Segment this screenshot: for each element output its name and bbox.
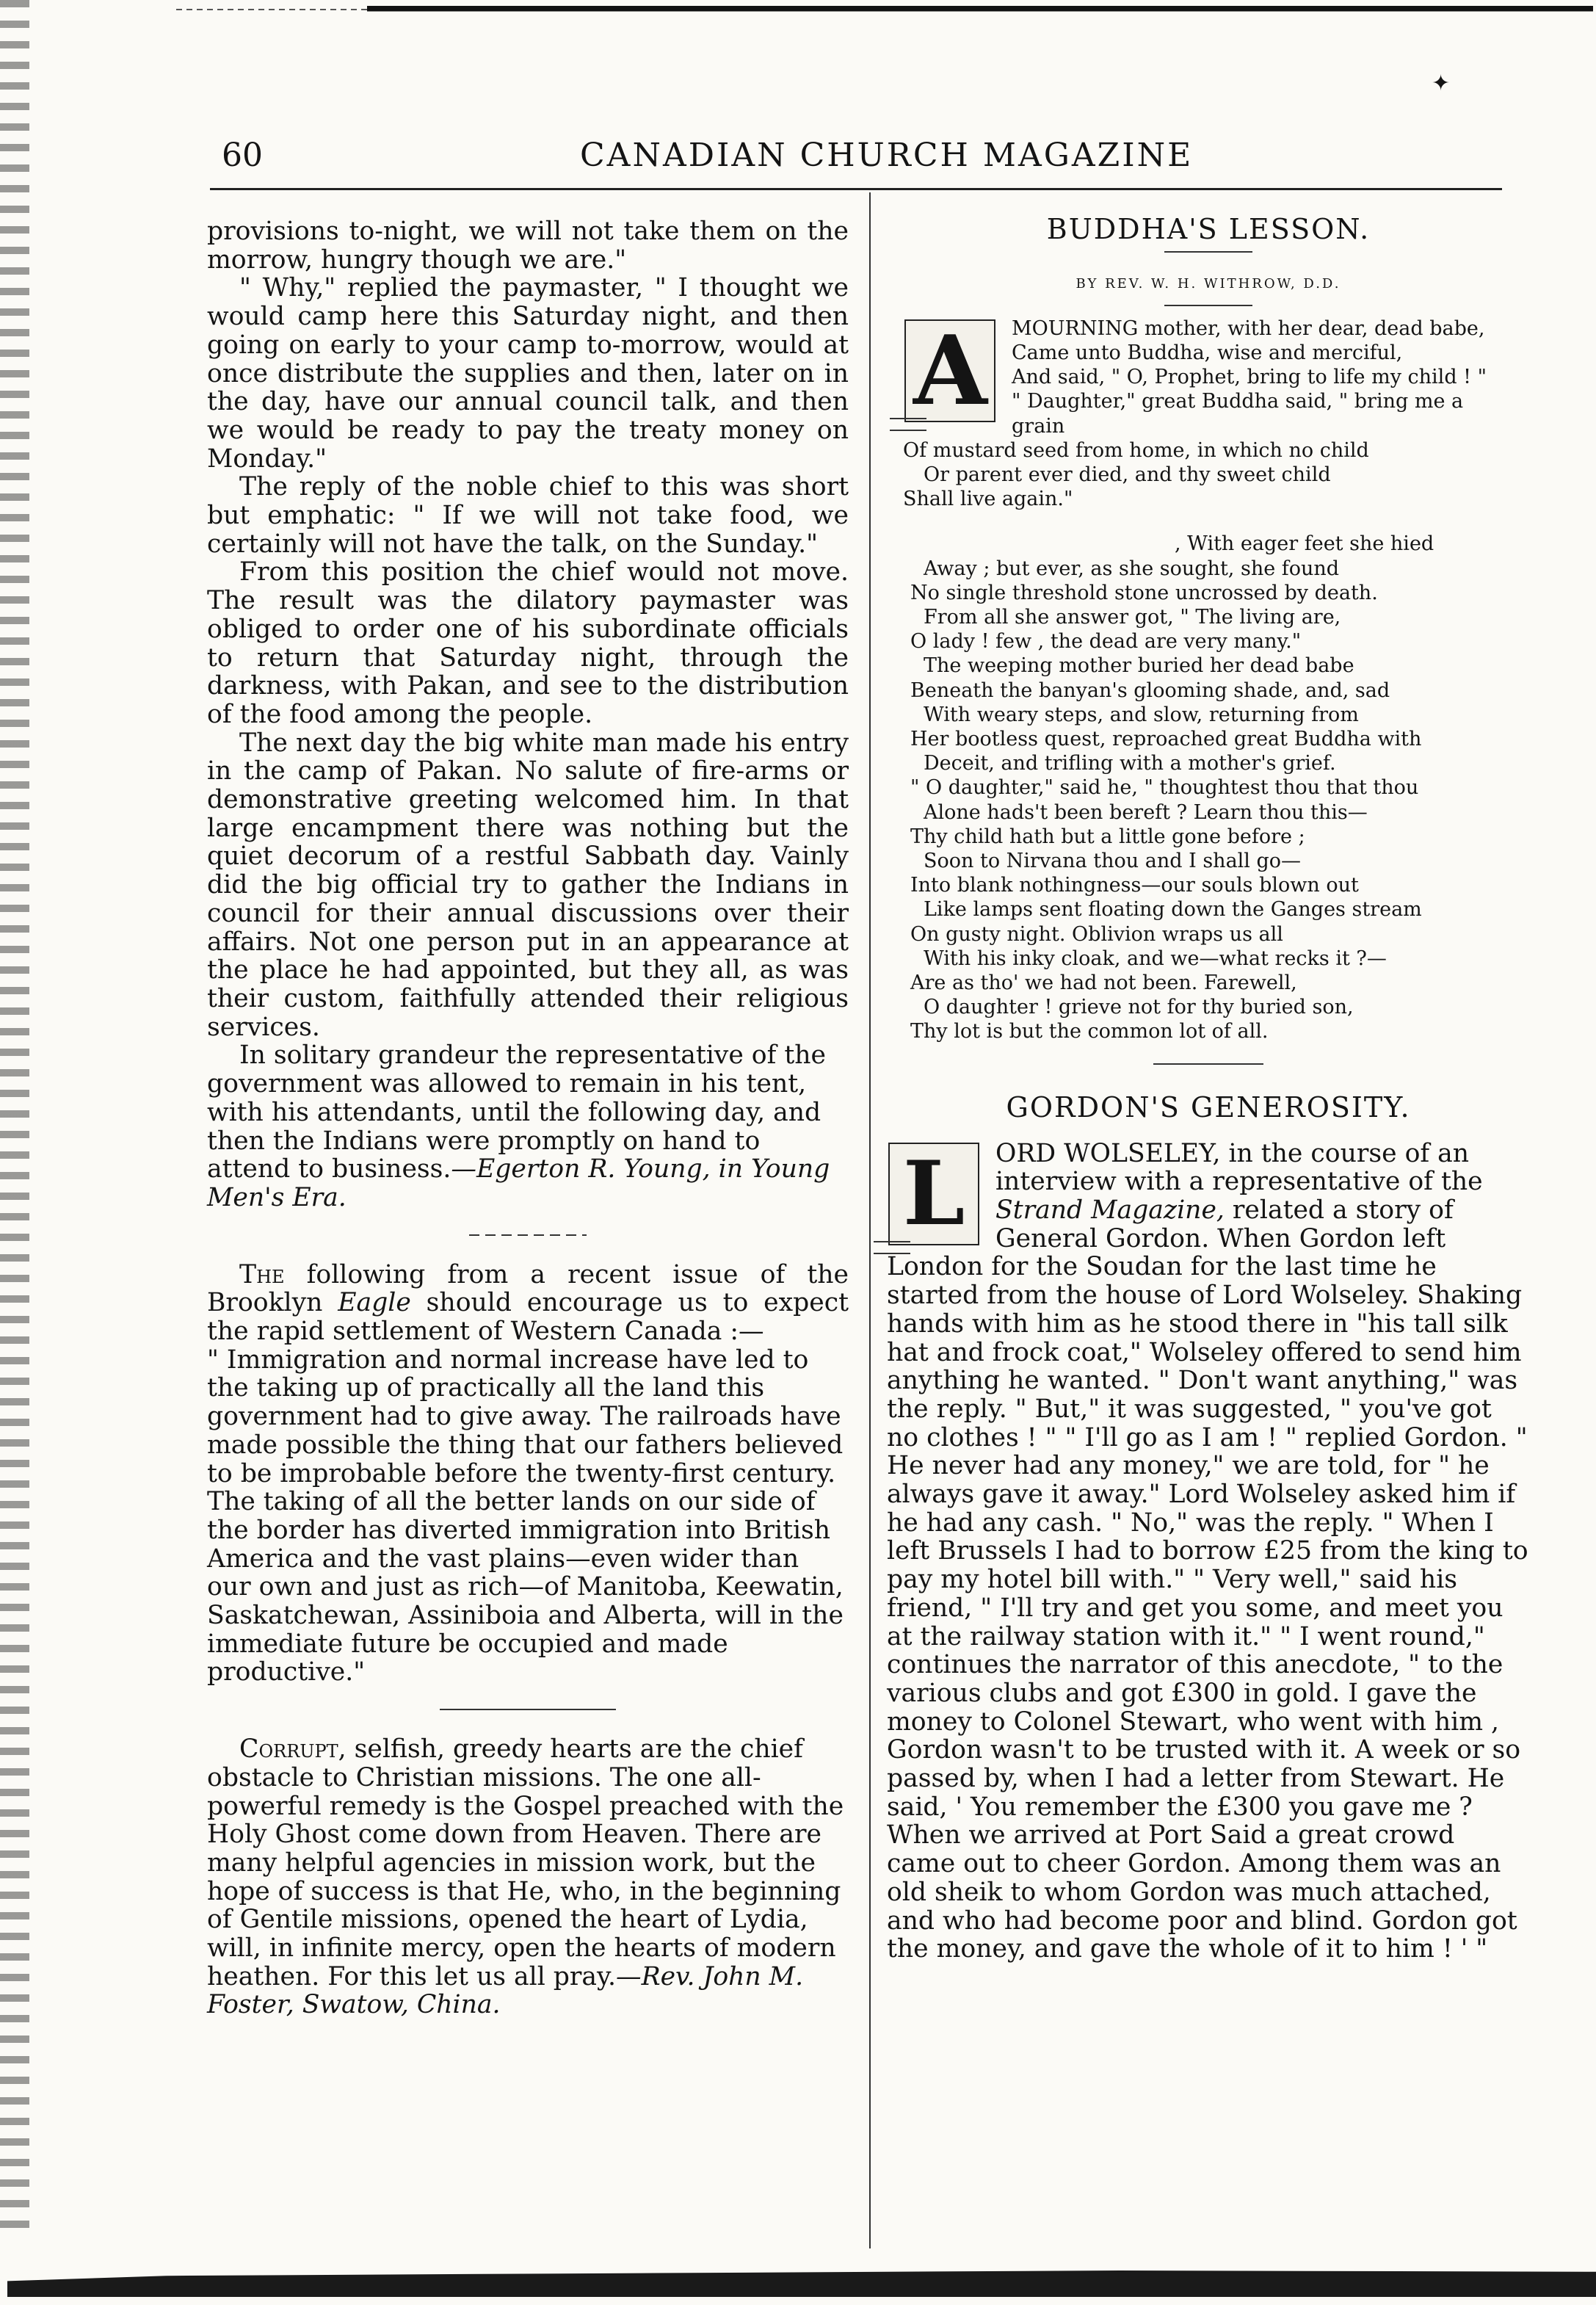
paragraph-text: should encourage us to expect the rapid settlement of Western Canada :— <box>207 1288 849 1347</box>
poem-line: Away ; but ever, as she sought, she found <box>924 557 1340 580</box>
poem-line: No single threshold stone uncrossed by death. <box>910 581 1378 604</box>
eagle-paragraph <box>207 1261 849 1346</box>
page-number: 60 <box>222 137 263 174</box>
paragraph: The next day the big white man made his entry in the camp of Pakan. No salute of fire-arms or demonstrative greeting welcomed him. In that large encampment there was nothing but the quiet decorum of a restful Sabbath day. Vainly did the big official try to gather the Indians in council for their annual discussions over their affairs. Not one person put in an appearance at the place he had appointed, but they all, as was their custom, faithfully attended their religious services. <box>207 728 849 1042</box>
poem-line: " Daughter," great Buddha said, " bring me a <box>1012 390 1464 413</box>
buddha-byline: BY REV. W. H. WITHROW, D.D. <box>1076 276 1341 292</box>
paragraph-text: in the course of an interview with a representative of the <box>995 1138 1483 1197</box>
poem-line: Of mustard seed from home, in which no child <box>903 438 1369 462</box>
section-divider <box>469 1234 587 1236</box>
buddha-title: BUDDHA'S LESSON. <box>1046 213 1371 245</box>
poem-line: Deceit, and trifling with a mother's grief. <box>924 752 1336 775</box>
column-divider <box>869 192 871 2248</box>
paragraph-text: following from a recent issue of the Brooklyn <box>207 1259 849 1318</box>
poem-line: MOURNING mother, with her dear, dead babe, <box>1012 316 1485 340</box>
paragraph <box>207 1041 849 1212</box>
poem-line: From all she answer got, " The living are, <box>924 605 1341 629</box>
poem-stanza-2 <box>887 532 1530 1043</box>
lead-words: ORD WOLSELEY, <box>995 1138 1221 1168</box>
poem-line: " O daughter," said he, " thoughtest thou that thou <box>910 776 1419 800</box>
paragraph-text: In solitary grandeur the representative of the government was allowed to remain in his tent, with his attendants, until the following day, and then the Indians were promptly on hand to attend to business. <box>207 1041 827 1184</box>
left-margin-scan-artifact <box>0 0 29 2240</box>
drop-cap-l: L <box>888 1143 979 1245</box>
poem-stanza-1 <box>887 316 1530 512</box>
bottom-border-rule <box>7 2270 1596 2297</box>
poem-line: Her bootless quest, reproached great Buddha with <box>910 727 1422 750</box>
poem-line: Soon to Nirvana thou and I shall go— <box>924 849 1302 872</box>
poem-line: On gusty night. Oblivion wraps us all <box>910 922 1283 946</box>
poem-line: Thy lot is but the common lot of all. <box>910 1020 1269 1043</box>
poem-line: grain <box>1012 414 1065 438</box>
poem-line: Are as tho' we had not been. Farewell, <box>910 971 1297 994</box>
newspaper-name: Eagle <box>338 1288 411 1318</box>
paragraph-text: related a story of General Gordon. When Gordon left London for the Soudan for the last time he started from the house of Lord Wolseley. Shaking hands with him as he stood there in "his tall silk hat and frock coat," Wolseley offered to send him anything he wanted. " Don't want anything," was the reply. " But," it was suggested, " you've got no clothes ! " " I'll go as I am ! " replied Gordon. " He never had any money," we are told, for " he always gave it away." Lord Wolseley asked him if he had any cash. " No," was the reply. " When I left Brussels I had to borrow £25 from the king to pay my hotel bill with." " Very well," said his friend, " I'll try and get you some, and meet you at the railway station with it." " I went round," continues the narrator of this anecdote, " to the various clubs and got £300 in gold. I gave the money to Colonel Stewart, who went with him , Gordon wasn't to be trusted with it. A week or so passed by, when I had a letter from Stewart. He said, ' You remember the £300 you gave me ? When we arrived at Port Said a great crowd came out to cheer Gordon. Among them was an old sheik to whom Gordon was much attached, and who had become poor and blind. Gordon got the money, and gave the whole of it to him ! ' " <box>887 1195 1528 1964</box>
eagle-quote: " Immigration and normal increase have led to the taking up of practically all the land this government had to give away. The railroads have made possible the thing that our fathers believed to be improbable before the twenty-first century. The taking of all the better lands on our side of the border has diverted immigration into British America and the vast plains—even wider than our own and just as rich—of Manitoba, Keewatin, Saskatchewan, Assiniboia and Alberta, will in the immediate future be occupied and made productive." <box>207 1345 844 1687</box>
section-divider <box>1153 1063 1263 1065</box>
title-rule <box>1164 251 1252 253</box>
paragraph: The reply of the noble chief to this was short but emphatic: " If we will not take food, we certainly will not have the talk, on the Sunday." <box>207 472 849 559</box>
source-citation: —Rev. John M. Foster, Swatow, China. <box>207 1961 804 2020</box>
lead-word: The <box>239 1259 285 1289</box>
poem-line: Shall live again." <box>903 488 1073 511</box>
poem-line: Into blank nothingness—our souls blown out <box>910 874 1359 897</box>
poem-line: Thy child hath but a little gone before ; <box>910 825 1305 848</box>
gordon-title: GORDON'S GENEROSITY. <box>1006 1090 1411 1123</box>
poem-line: With his inky cloak, and we—what recks it ?— <box>924 947 1387 970</box>
poem-line: Beneath the banyan's glooming shade, and, sad <box>910 679 1390 702</box>
poem-line: The weeping mother buried her dead babe <box>924 654 1354 678</box>
top-border-rule <box>367 6 1593 16</box>
poem-line: Or parent ever died, and thy sweet child <box>924 463 1331 486</box>
poem-line: O daughter ! grieve not for thy buried son, <box>924 996 1354 1019</box>
poem-line: O lady ! few , the dead are very many." <box>910 630 1302 654</box>
poem-line: And said, " O, Prophet, bring to life my child ! " <box>1012 366 1487 389</box>
gordon-paragraph <box>887 1140 1530 1964</box>
drop-cap-a: A <box>904 319 995 422</box>
section-divider <box>440 1709 616 1710</box>
header-rule <box>210 188 1502 190</box>
paragraph: provisions to-night, we will not take them on the morrow, hungry though we are." <box>207 217 849 275</box>
poem-line: Came unto Buddha, wise and merciful, <box>1012 341 1403 364</box>
poem-line: Alone hads't been bereft ? Learn thou this— <box>924 800 1368 824</box>
magazine-name: Strand Magazine, <box>995 1195 1225 1225</box>
running-title: CANADIAN CHURCH MAGAZINE <box>580 137 1194 174</box>
poem-line: Like lamps sent floating down the Ganges stream <box>924 898 1422 922</box>
lead-word: Corrupt, <box>239 1734 347 1765</box>
paragraph-text: selfish, greedy hearts are the chief obstacle to Christian missions. The one all-powerful remedy is the Gospel preached with the Holy Ghost come down from Heaven. There are many helpful agencies in mission work, but the hope of success is that He, who, in the beginning of Gentile missions, opened the heart of Lydia, will, in infinite mercy, open the hearts of modern heathen. For this let us all pray. <box>207 1734 844 1991</box>
corner-ornament-icon: ✦ <box>1432 70 1451 96</box>
poem-line: With weary steps, and slow, returning from <box>924 703 1359 726</box>
left-column <box>207 217 849 2019</box>
poem-line: , With eager feet she hied <box>1175 532 1434 556</box>
paragraph: " Why," replied the paymaster, " I thought we would camp here this Saturday night, and then going on early to your camp to-morrow, would at once distribute the supplies and then, later on in the day, have our annual council talk, and then we would be ready to pay the treaty money on Monday." <box>207 273 849 474</box>
byline-rule <box>1164 305 1252 306</box>
source-citation: —Egerton R. Young, in Young Men's Era. <box>207 1154 830 1212</box>
paragraph: From this position the chief would not move. The result was the dilatory paymaster was obliged to order one of his subordinate officials to return that Saturday night, through the darkness, with Pakan, and see to the distribution of the food among the people. <box>207 557 849 729</box>
right-column <box>887 213 1530 1964</box>
corrupt-paragraph <box>207 1735 849 2019</box>
